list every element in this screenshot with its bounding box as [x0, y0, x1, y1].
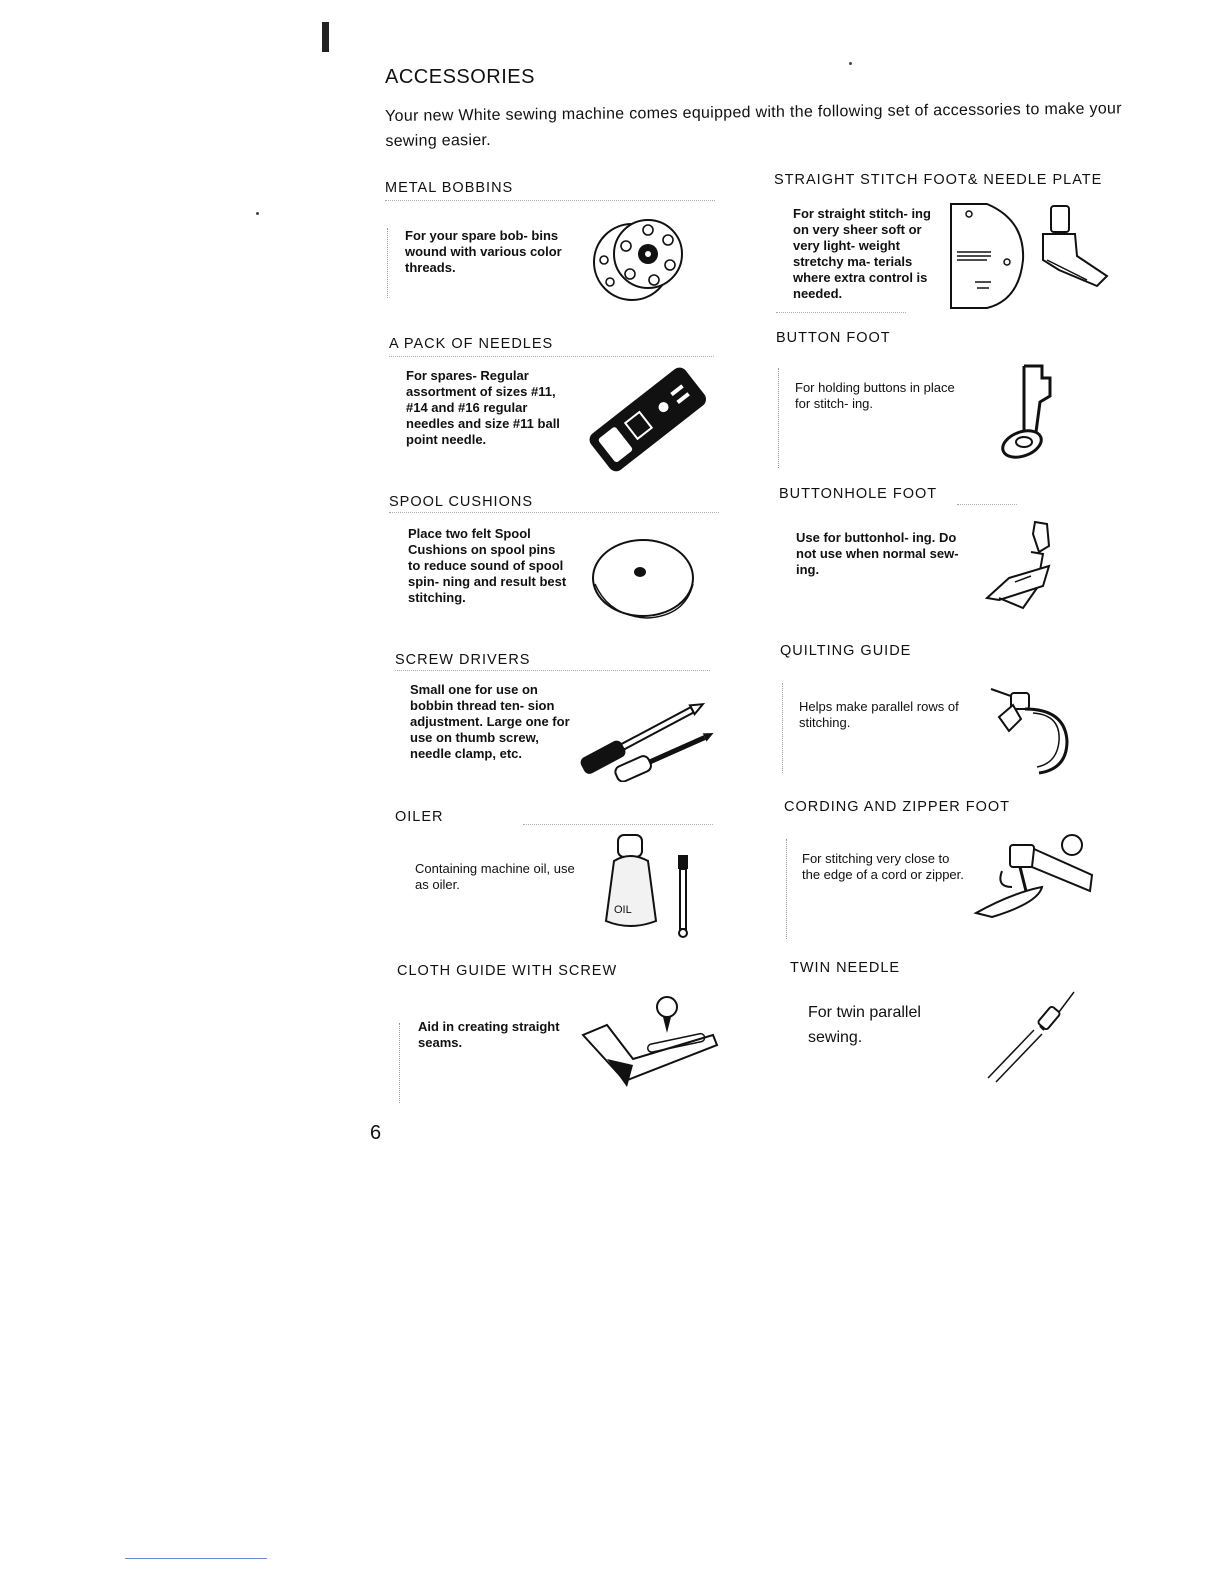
section-buttonhole-foot — [779, 486, 959, 577]
section-description: For twin parallel sewing. — [808, 1004, 921, 1046]
section-heading: OILER — [395, 809, 444, 825]
section-twin-needle — [790, 960, 921, 1046]
scan-speck — [849, 62, 852, 65]
section-description: Helps make parallel rows of stitching. — [799, 699, 959, 730]
section-heading: METAL BOBBINS — [385, 180, 514, 196]
section-spool-cushions — [389, 494, 567, 605]
section-heading: BUTTONHOLE FOOT — [779, 486, 938, 502]
section-heading: TWIN NEEDLE — [790, 960, 901, 976]
page-number: 6 — [370, 1122, 382, 1144]
button-foot-icon — [994, 362, 1074, 467]
section-description: For your spare bob- bins wound with various color threads. — [405, 228, 562, 275]
cloth-guide-icon — [577, 995, 727, 1100]
buttonhole-foot-icon — [979, 516, 1069, 621]
section-description: For holding buttons in place for stitch- ing. — [795, 380, 955, 411]
section-description: Place two felt Spool Cushions on spool pins to reduce sound of spool spin- ning and result best stitching. — [408, 526, 567, 605]
section-screw-drivers — [395, 652, 570, 761]
section-description: For spares- Regular assortment of sizes #11, #14 and #16 regular needles and size #11 ball point needle. — [406, 368, 560, 447]
section-heading: BUTTON FOOT — [776, 330, 891, 346]
scan-speck — [256, 212, 259, 215]
intro-paragraph: Your new White sewing machine comes equipped with the following set of accessories to make your sewing easier. — [385, 100, 1122, 150]
section-straight-stitch-foot — [774, 172, 1103, 301]
section-heading: QUILTING GUIDE — [780, 643, 912, 659]
section-heading: STRAIGHT STITCH FOOT& NEEDLE PLATE — [774, 172, 1103, 188]
section-heading: CLOTH GUIDE WITH SCREW — [397, 963, 618, 979]
section-heading: SCREW DRIVERS — [395, 652, 531, 668]
oiler-label: OIL — [614, 904, 632, 916]
needle-pack-icon — [579, 356, 719, 491]
section-oiler — [395, 809, 632, 916]
quilting-guide-icon — [985, 679, 1075, 784]
section-heading: SPOOL CUSHIONS — [389, 494, 533, 510]
screwdrivers-icon — [575, 682, 725, 787]
section-needles — [389, 336, 560, 447]
section-description: For straight stitch- ing on very sheer soft or very light- weight stretchy ma- terials where extra control is needed. — [793, 206, 931, 301]
section-cloth-guide — [397, 963, 618, 1050]
scan-marker — [322, 22, 329, 52]
twin-needle-icon — [982, 988, 1082, 1089]
bobbins-icon — [590, 210, 710, 325]
section-description: Aid in creating straight seams. — [418, 1019, 560, 1050]
zipper-foot-icon — [972, 831, 1102, 932]
section-description: Containing machine oil, use as oiler. — [415, 861, 575, 892]
page-title: ACCESSORIES — [385, 66, 535, 88]
section-description: For stitching very close to the edge of a cord or zipper. — [802, 851, 964, 882]
section-metal-bobbins — [385, 180, 562, 275]
section-heading: CORDING AND ZIPPER FOOT — [784, 799, 1011, 815]
section-button-foot — [776, 330, 955, 411]
section-quilting-guide — [780, 643, 959, 730]
section-heading: A PACK OF NEEDLES — [389, 336, 554, 352]
oiler-icon — [600, 831, 700, 948]
section-description: Small one for use on bobbin thread ten- sion adjustment. Large one for use on thumb screw, needle clamp, etc. — [410, 682, 570, 761]
spool-cushion-icon — [589, 534, 699, 629]
section-zipper-foot — [784, 799, 1011, 882]
scan-edge-line — [125, 1558, 267, 1559]
section-description: Use for buttonhol- ing. Do not use when normal sew- ing. — [796, 530, 959, 577]
straight-stitch-foot-icon — [947, 200, 1112, 317]
